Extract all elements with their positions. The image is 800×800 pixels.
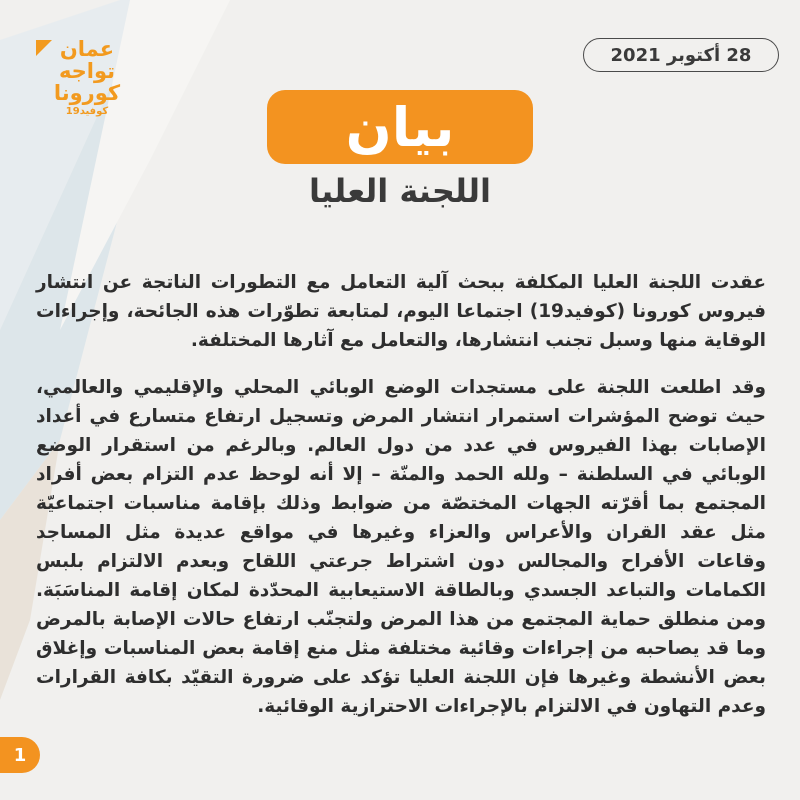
oman-covid-logo bbox=[34, 38, 140, 138]
statement-title-badge bbox=[267, 90, 533, 164]
statement-body bbox=[36, 268, 766, 739]
committee-subtitle: اللجنة العليا bbox=[309, 172, 491, 210]
page-title: بيان bbox=[345, 95, 455, 159]
logo-line-corona: كورونا bbox=[53, 81, 121, 105]
logo-line-oman: عمان bbox=[59, 37, 115, 61]
page-number: 1 bbox=[13, 744, 27, 766]
logo-accent-mark bbox=[36, 40, 52, 56]
page-number-badge bbox=[0, 737, 40, 773]
paragraph-1: عقدت اللجنة العليا المكلفة ببحث آلية التعامل مع التطورات الناتجة عن انتشار فيروس كورونا (كوفيد19) اجتماعا اليوم، لمتابعة تطوّرات هذه الجائحة، وإجراءات الوقاية منها وسبل تجنب انتشارها، والتعامل مع آثارها المختلفة. bbox=[36, 272, 766, 351]
paragraph-2: وقد اطلعت اللجنة على مستجدات الوضع الوبائي المحلي والإقليمي والعالمي، حيث توضح المؤشرات استمرار انتشار المرض وتسجيل ارتفاع متسارع في أعداد الإصابات بهذا الفيروس في عدد من دول العالم. وبالرغم من استقرار الوضع الوبائي في السلطنة – ولله الحمد والمنّة – إلا أنه لوحظ عدم التزام بعض أفراد المجتمع بما أقرّته الجهات المختصّة من ضوابط وذلك بإقامة مناسبات اجتماعيّة مثل عقد القران والأعراس والعزاء وغيرها في مواقع عديدة مثل المساجد وقاعات الأفراح والمجالس دون اشتراط جرعتي اللقاح وبعدم الالتزام بلبس الكمامات والتباعد الجسدي وبالطاقة الاستيعابية المحدّدة لمكان إقامة المناسَبَة. ومن منطلق حماية المجتمع من هذا المرض ولتجنّب ارتفاع حالات الإصابة بالمرض وما قد يصاحبه من إجراءات وقائية مختلفة مثل منع إقامة بعض المناسبات وإغلاق بعض الأنشطة وغيرها فإن اللجنة العليا تؤكد على ضرورة التقيّد بكافة القرارات وعدم التهاون في الالتزام بالإجراءات الاحترازية الوقائية. bbox=[36, 377, 766, 717]
logo-line-faces: تواجه bbox=[58, 59, 116, 83]
date-text: 28 أكتوبر 2021 bbox=[610, 44, 752, 66]
date-badge bbox=[583, 38, 779, 72]
logo-line-covid19: كوفيد19 bbox=[65, 106, 109, 117]
